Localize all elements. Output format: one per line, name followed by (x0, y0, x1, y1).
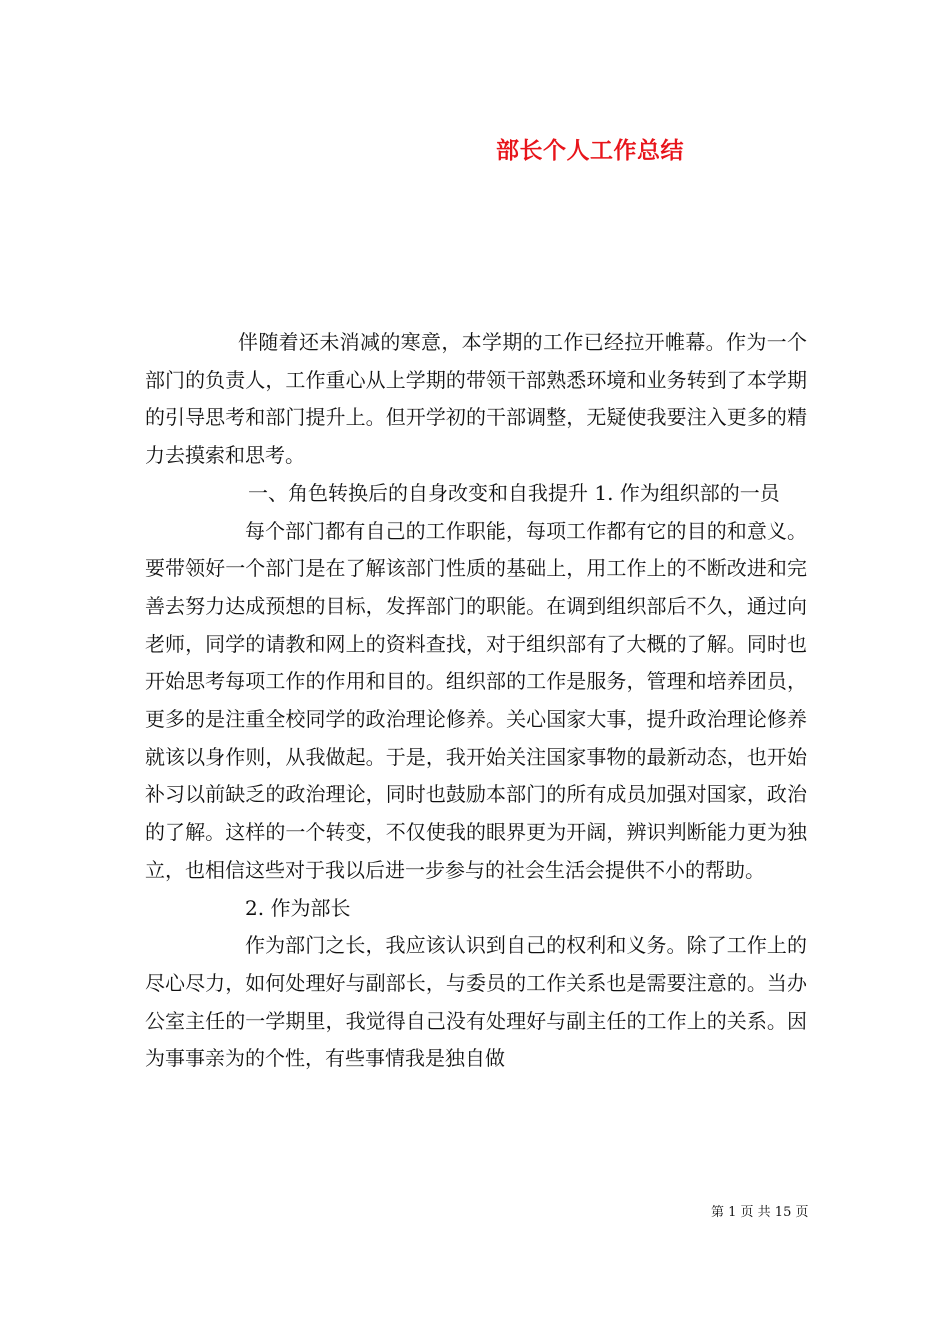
page-number-footer: 第 1 页 共 15 页 (711, 1205, 809, 1220)
document-body (145, 324, 807, 1078)
paragraph-body: 作为部门之长，我应该认识到自己的权利和义务。除了工作上的尽心尽力，如何处理好与副部长，与委员的工作关系也是需要注意的。当办公室主任的一学期里，我觉得自己没有处理好与副主任的工作上的关系。因为事事亲为的个性，有些事情我是独自做 (145, 933, 807, 1071)
section-heading: 一、角色转换后的自身改变和自我提升 1. 作为组织部的一员 (248, 480, 780, 505)
paragraph-body: 每个部门都有自己的工作职能，每项工作都有它的目的和意义。要带领好一个部门是在了解该部门性质的基础上，用工作上的不断改进和完善去努力达成预想的目标，发挥部门的职能。在调到组织部后不久，通过向老师，同学的请教和网上的资料查找，对于组织部有了大概的了解。同时也开始思考每项工作的作用和目的。组织部的工作是服务，管理和培养团员，更多的是注重全校同学的政治理论修养。关心国家大事，提升政治理论修养就该以身作则，从我做起。于是，我开始关注国家事物的最新动态，也开始补习以前缺乏的政治理论，同时也鼓励本部门的所有成员加强对国家，政治的了解。这样的一个转变，不仅使我的眼界更为开阔，辨识判断能力更为独立，也相信这些对于我以后进一步参与的社会生活会提供不小的帮助。 (145, 518, 807, 882)
paragraph-intro: 伴随着还未消减的寒意，本学期的工作已经拉开帷幕。作为一个部门的负责人，工作重心从上学期的带领干部熟悉环境和业务转到了本学期的引导思考和部门提升上。但开学初的干部调整，无疑使我要注入更多的精力去摸索和思考。 (145, 330, 807, 468)
subsection-heading: 2. 作为部长 (245, 895, 351, 920)
document-title: 部长个人工作总结 (496, 137, 684, 164)
